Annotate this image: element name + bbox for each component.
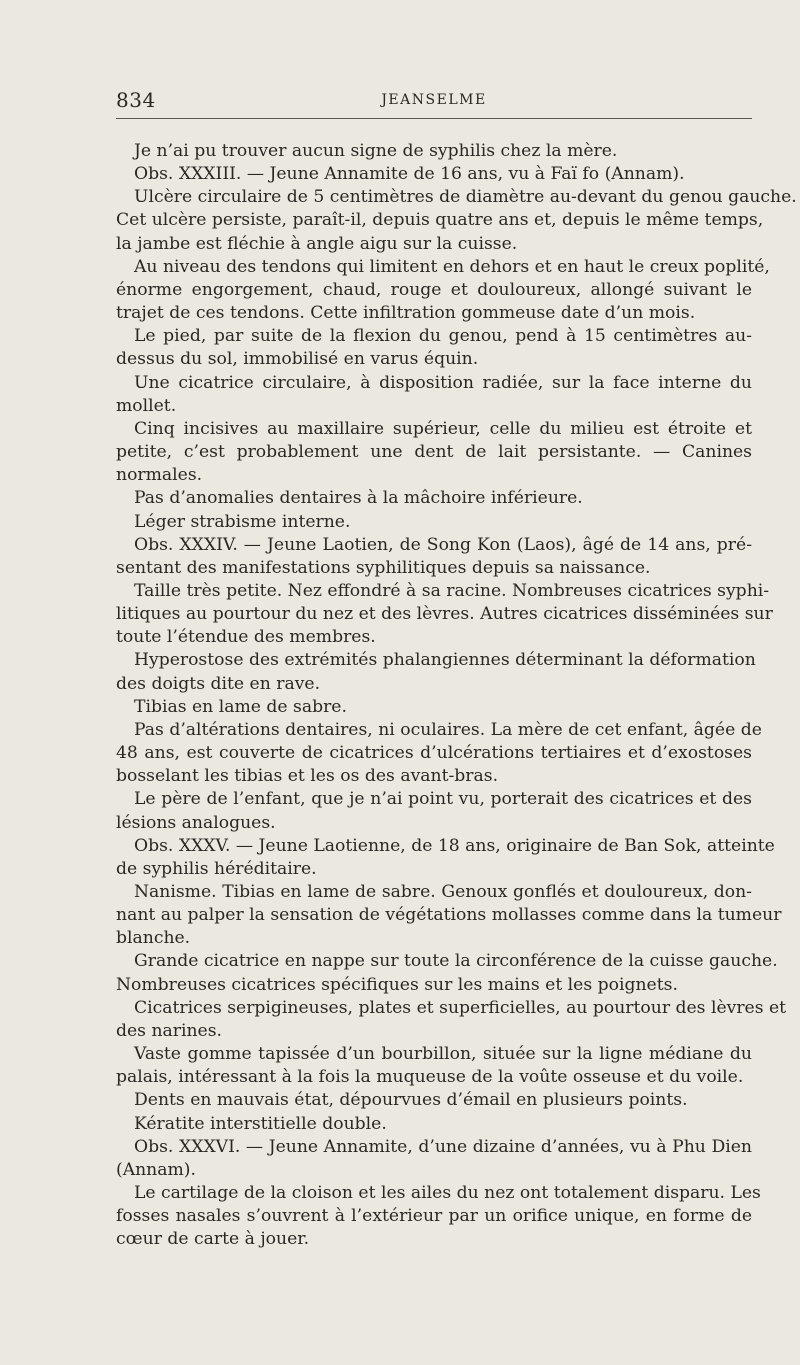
text-line: lésions analogues. — [116, 812, 276, 833]
text-line: Taille très petite. Nez effondré à sa racine. Nombreuses cicatrices syphi- — [134, 580, 770, 601]
text-line: Tibias en lame de sabre. — [134, 696, 347, 717]
text-line: Nombreuses cicatrices spécifiques sur les mains et les poignets. — [116, 974, 678, 995]
text-line: litiques au pourtour du nez et des lèvres. Autres cicatrices disséminées sur — [116, 604, 773, 625]
text-line: Nanisme. Tibias en lame de sabre. Genoux gonflés et douloureux, don- — [134, 882, 752, 902]
text-line: Cinq incisives au maxillaire supérieur, celle du milieu est étroite et — [134, 418, 752, 439]
text-line: Vaste gomme tapissée d’un bourbillon, située sur la ligne médiane du — [134, 1044, 752, 1065]
text-line: Le pied, par suite de la flexion du genou, pend à 15 centimètres au- — [134, 326, 752, 347]
text-line: 48 ans, est couverte de cicatrices d’ulcérations tertiaires et d’exostoses — [116, 743, 752, 764]
text-line: sentant des manifestations syphilitiques depuis sa naissance. — [116, 557, 651, 578]
text-line: Pas d’altérations dentaires, ni oculaires. La mère de cet enfant, âgée de — [134, 719, 762, 740]
text-line: Cet ulcère persiste, paraît-il, depuis quatre ans et, depuis le même temps, — [116, 210, 764, 231]
text-line: fosses nasales s’ouvrent à l’extérieur par un orifice unique, en forme de — [116, 1206, 752, 1227]
text-line: Obs. XXXIV. — Jeune Laotien, de Song Kon (Laos), âgé de 14 ans, pré- — [134, 534, 752, 555]
text-line: Dents en mauvais état, dépourvues d’émail en plusieurs points. — [134, 1090, 688, 1111]
text-line: Pas d’anomalies dentaires à la mâchoire inférieure. — [134, 488, 583, 509]
text-line: normales. — [116, 465, 203, 486]
text-line: bosselant les tibias et les os des avant-bras. — [116, 766, 499, 787]
text-line: Cicatrices serpigineuses, plates et superficielles, au pourtour des lèvres et — [134, 997, 787, 1018]
page-number: 834 — [116, 88, 156, 112]
text-line: Grande cicatrice en nappe sur toute la circonférence de la cuisse gauche. — [134, 951, 778, 972]
text-line: toute l’étendue des membres. — [116, 627, 376, 648]
text-line: Au niveau des tendons qui limitent en dehors et en haut le creux poplité, — [134, 256, 770, 277]
text-line: (Annam). — [116, 1159, 196, 1180]
text-line: des narines. — [116, 1020, 223, 1041]
running-head: JEANSELME — [381, 92, 487, 108]
text-line: Hyperostose des extrémités phalangiennes déterminant la déformation — [134, 650, 756, 671]
text-line: trajet de ces tendons. Cette infiltration gommeuse date d’un mois. — [116, 303, 696, 324]
text-line: Ulcère circulaire de 5 centimètres de diamètre au-devant du genou gauche. — [134, 187, 797, 208]
text-line: Le cartilage de la cloison et les ailes du nez ont totalement disparu. Les — [134, 1183, 761, 1204]
text-line: des doigts dite en rave. — [116, 673, 321, 694]
text-line: Obs. XXXIII. — Jeune Annamite de 16 ans, vu à Faï fo (Annam). — [134, 164, 685, 185]
text-line: mollet. — [116, 395, 177, 416]
text-line: de syphilis héréditaire. — [116, 858, 317, 879]
text-line: Obs. XXXVI. — Jeune Annamite, d’une dizaine d’années, vu à Phu Dien — [134, 1136, 752, 1157]
text-line: Une cicatrice circulaire, à disposition radiée, sur la face interne du — [134, 372, 752, 393]
text-line: énorme engorgement, chaud, rouge et douloureux, allongé suivant le — [116, 279, 752, 300]
header-rule — [116, 118, 752, 119]
page-header — [116, 88, 752, 112]
text-line: dessus du sol, immobilisé en varus équin. — [116, 349, 479, 370]
text-line: Le père de l’enfant, que je n’ai point vu, porterait des cicatrices et des — [134, 789, 752, 810]
text-line: cœur de carte à jouer. — [116, 1229, 310, 1250]
text-line: petite, c’est probablement une dent de lait persistante. — Canines — [116, 442, 752, 463]
text-line: nant au palper la sensation de végétations mollasses comme dans la tumeur — [116, 905, 782, 926]
text-line: blanche. — [116, 928, 191, 949]
text-line: Je n’ai pu trouver aucun signe de syphilis chez la mère. — [134, 141, 618, 161]
text-line: Kératite interstitielle double. — [134, 1113, 387, 1134]
text-line: Léger strabisme interne. — [134, 511, 351, 532]
text-line: la jambe est fléchie à angle aigu sur la cuisse. — [116, 233, 518, 254]
text-line: Obs. XXXV. — Jeune Laotienne, de 18 ans, originaire de Ban Sok, atteinte — [134, 835, 775, 856]
body-text — [116, 140, 797, 1252]
text-line: palais, intéressant à la fois la muqueuse de la voûte osseuse et du voile. — [116, 1067, 744, 1088]
